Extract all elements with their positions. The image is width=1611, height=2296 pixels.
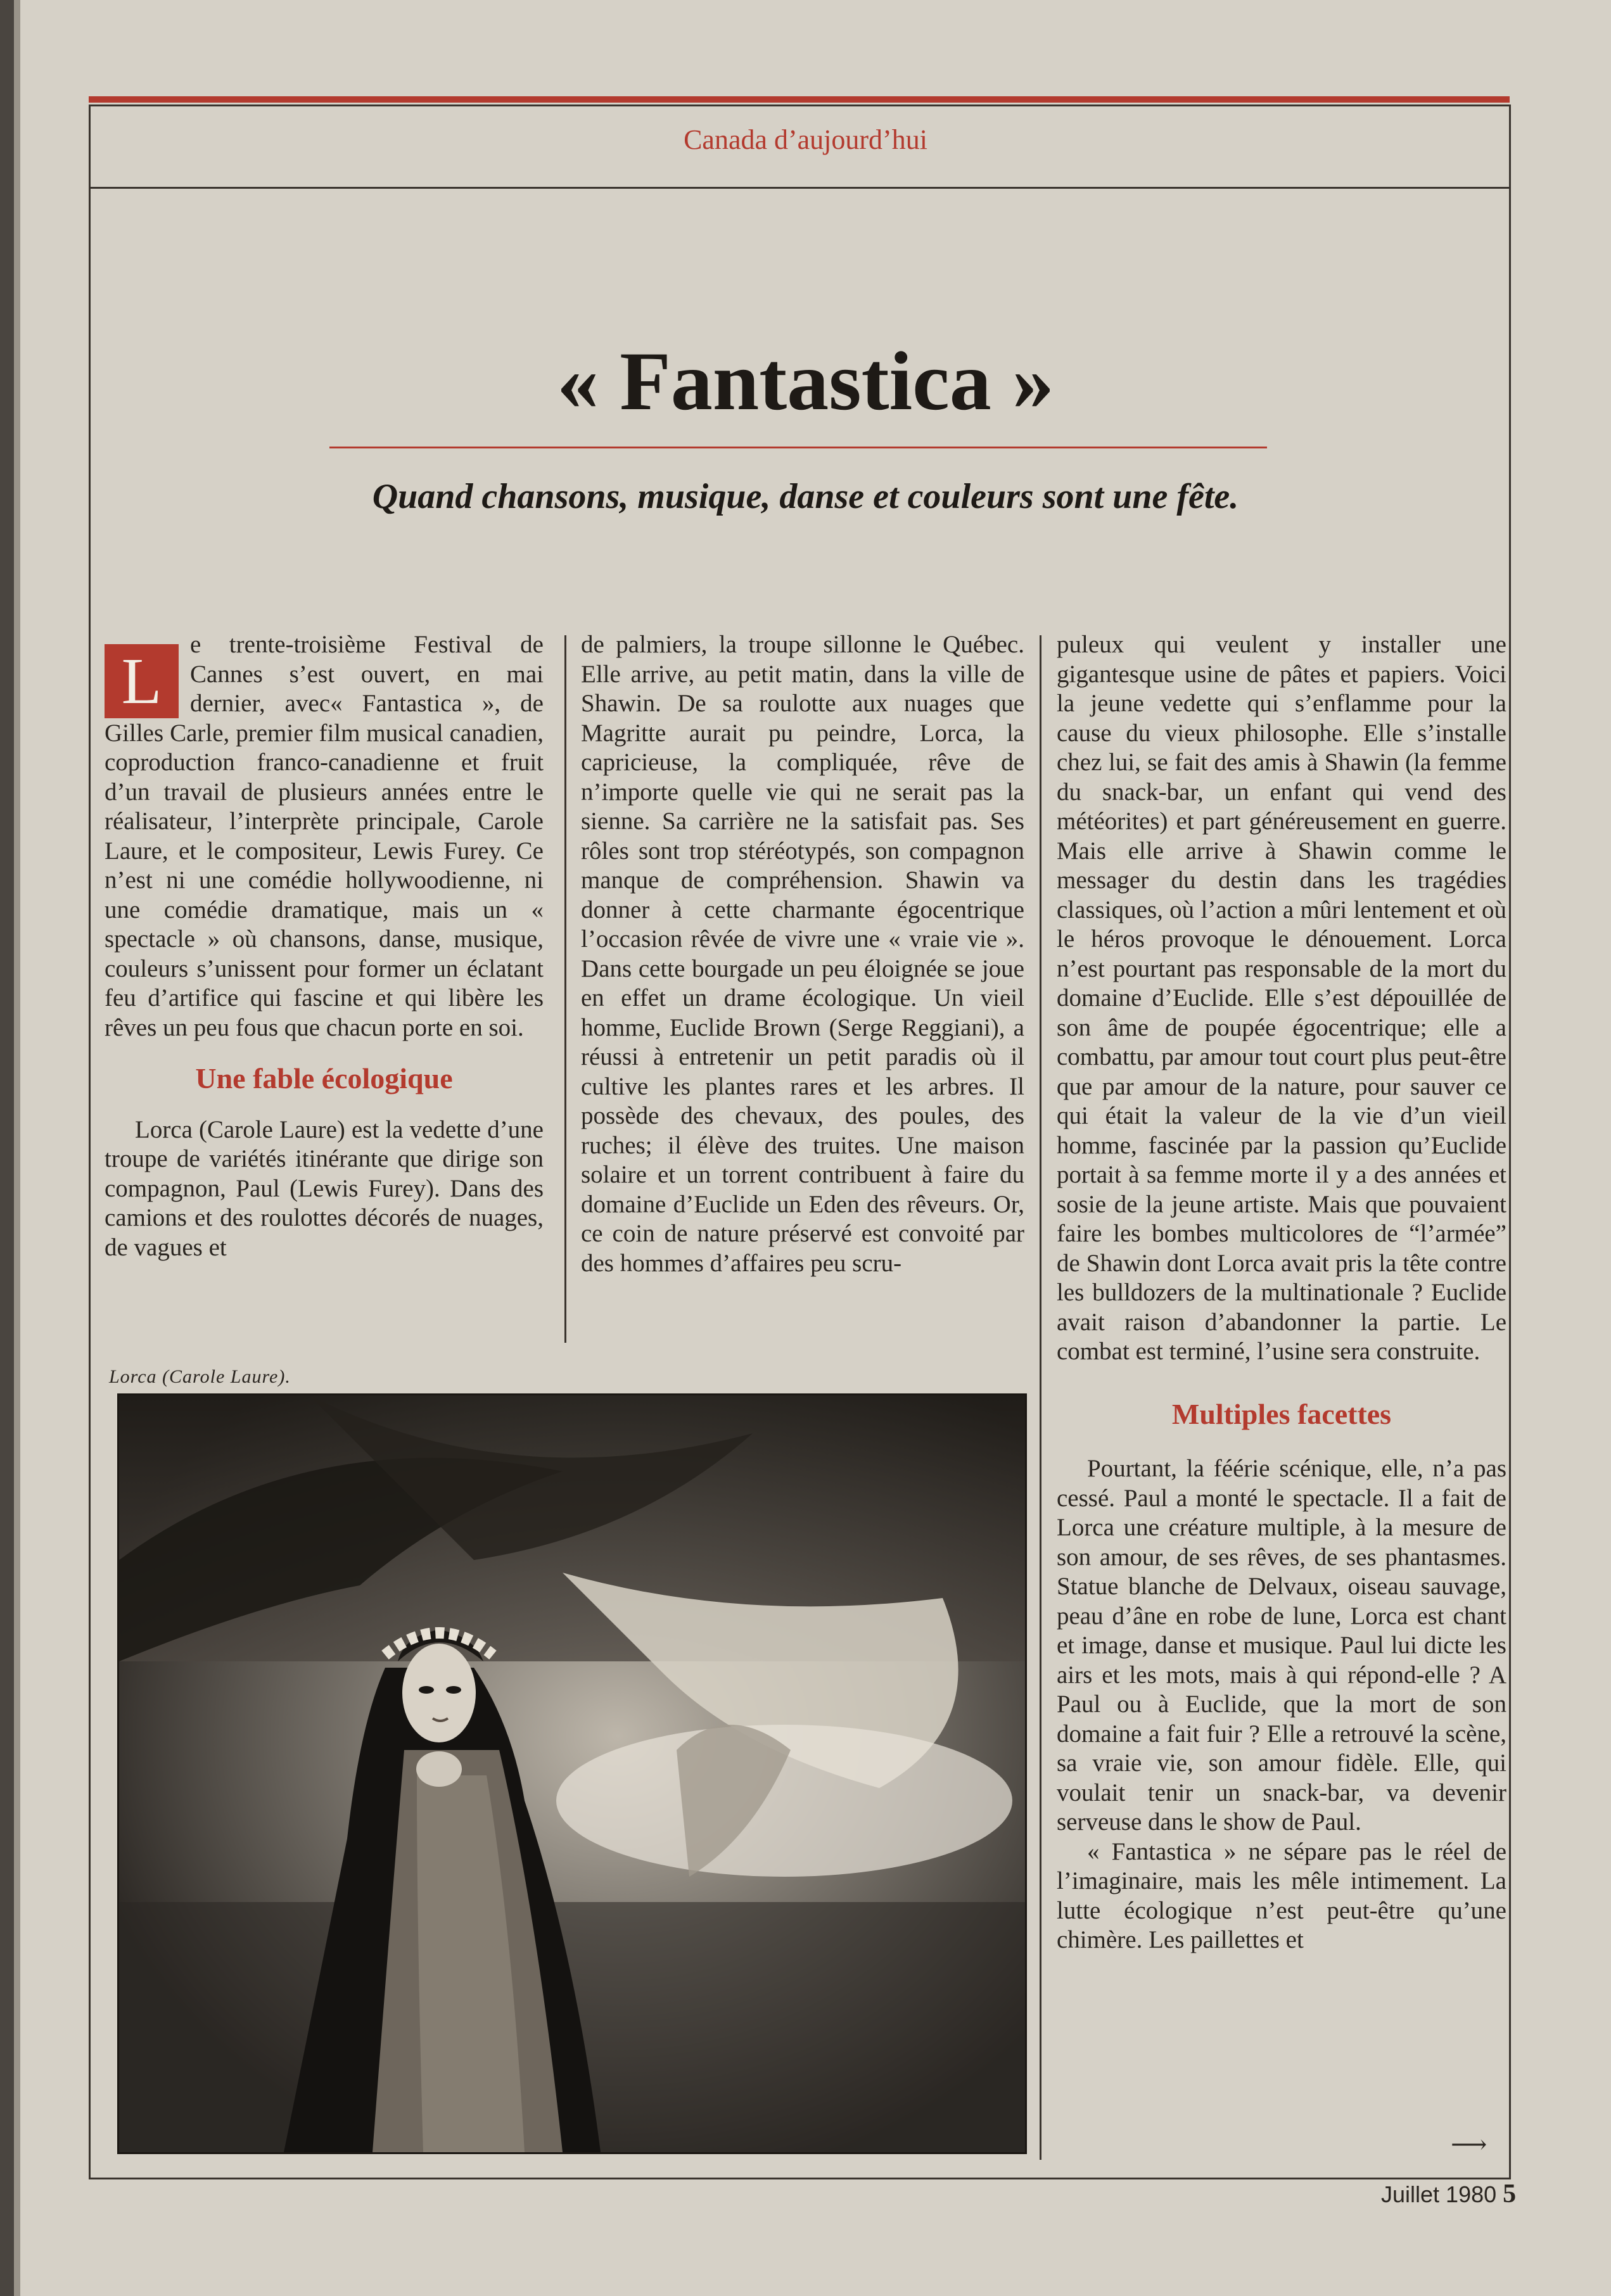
- section-label: Canada d’aujourd’hui: [684, 124, 927, 155]
- column-2: [581, 630, 1024, 1278]
- column-divider-1: [564, 635, 566, 1343]
- article-subtitle: Quand chansons, musique, danse et couleurs sont une fête.: [372, 477, 1239, 516]
- photo-caption: Lorca (Carole Laure).: [109, 1366, 291, 1387]
- paragraph-feerie: Pourtant, la féérie scénique, elle, n’a pas cessé. Paul a monté le spectacle. Il a fait de Lorca une créature multiple, à la mesure de son amour, de ses rêves, de ses phantasmes. Statue blanche de Delvaux, oiseau sauvage, peau d’âne en robe de lune, Lorca est chant et image, danse et musique. Paul lui dicte les airs et les mots, mais à qui répond-elle ? A Paul ou à Euclide, que la mort de son domaine a fait fuir ? Elle a retrouvé la scène, sa vraie vie, son amour fidèle. Elle, qui voulait tenir un snack-bar, va devenir serveuse dans le show de Paul.: [1057, 1455, 1506, 1836]
- continue-arrow: ⟶: [1451, 2130, 1487, 2159]
- intro-text: e trente-troisième Festival de Cannes s’est ouvert, en mai dernier, avec« Fantastica », de Gilles Carle, premier film musical canadien, coproduction franco-canadienne et fruit d’un travail de plusieurs années entre le réalisateur, l’interprète principale, Carole Laure, et le compositeur, Lewis Furey. Ce n’est ni une comédie hollywoodienne, ni une comédie dramatique, mais un « spectacle » où chansons, danse, musique, couleurs s’unissent pour former un éclatant feu d’artifice qui fascine et qui libère les rêves un peu fous que chacun porte en soi.: [105, 631, 544, 1041]
- article-photo: [117, 1393, 1027, 2154]
- column-3: [1057, 630, 1506, 1955]
- column-1: [105, 630, 544, 1262]
- page-footer: [1381, 2179, 1516, 2209]
- intro-paragraph: [105, 630, 544, 1043]
- title-rule: [329, 447, 1267, 448]
- section-heading-fable: Une fable écologique: [195, 1062, 453, 1094]
- article-title: « Fantastica »: [557, 334, 1054, 428]
- top-red-rule: [89, 96, 1510, 103]
- drop-cap: L: [105, 644, 179, 718]
- page-number: 5: [1503, 2179, 1517, 2209]
- section-heading-facettes: Multiples facettes: [1171, 1397, 1392, 1430]
- paragraph-troupe: de palmiers, la troupe sillonne le Québec. Elle arrive, au petit matin, dans la ville de Shawin. De sa roulotte aux nuages que Magritte aurait pu peindre, Lorca, la capricieuse, la compliquée, rêve de n’importe quelle vie qui ne serait pas la sienne. Sa carrière ne la satisfait pas. Ses rôles sont trop stéréotypés, son compagnon manque de compréhension. Shawin va donner à cette charmante égocentrique l’occasion rêvée de vivre une « vraie vie ». Dans cette bourgade un peu éloignée se joue en effet un drame écologique. Un vieil homme, Euclide Brown (Serge Reggiani), a réussi à entretenir un petit paradis où il cultive les plantes rares et les arbres. Il possède des chevaux, des poules, des ruches; il élève des truites. Une maison solaire et un torrent contribuent à faire du domaine d’Euclide un Eden des rêveurs. Or, ce coin de nature préservé est convoité par des hommes d’affaires peu scru-: [581, 631, 1024, 1277]
- header-rule: [89, 187, 1510, 189]
- photo-lorca-on-stage: [119, 1395, 1025, 2152]
- paragraph-fantastica: « Fantastica » ne sépare pas le réel de l’imaginaire, mais les mêle intimement. La lutte écologique n’est peut-être qu’une chimère. Les paillettes et: [1057, 1837, 1506, 1953]
- issue-date: Juillet 1980: [1381, 2181, 1497, 2207]
- column-divider-2: [1040, 635, 1041, 2160]
- paragraph-euclide: puleux qui veulent y installer une gigantesque usine de pâtes et papiers. Voici la jeune vedette qui s’enflamme pour la cause du vieux philosophe. Elle s’installe chez lui, se fait des amis à Shawin (la femme du snack-bar, un enfant qui vend des météorites) et part généreusement en guerre. Mais elle arrive à Shawin comme le messager du destin dans les tragédies classiques, où l’action a mûri lentement et où le héros provoque le dénouement. Lorca n’est pourtant pas responsable de la mort du domaine d’Euclide. Elle s’est dépouillée de son âme de poupée égocentrique; elle a combattu, par amour tout court plus peut-être que par amour de la nature, pour sauver ce qui était la valeur de la vie d’un vieil homme, fascinée par la passion qu’Euclide portait à sa femme morte il y a des années et sosie de la jeune artiste. Mais que pouvaient faire les bombes multicolores de “l’armée” de Shawin dont Lorca avait pris la tête contre les bulldozers de la multinationale ? Euclide avait raison d’abandonner la partie. Le combat est terminé, l’usine sera construite.: [1057, 631, 1506, 1365]
- paragraph-lorca: Lorca (Carole Laure) est la vedette d’une troupe de variétés itinérante que dirige son compagnon, Paul (Lewis Furey). Dans des camions et des roulottes décorés de nuages, de vagues et: [105, 1115, 544, 1261]
